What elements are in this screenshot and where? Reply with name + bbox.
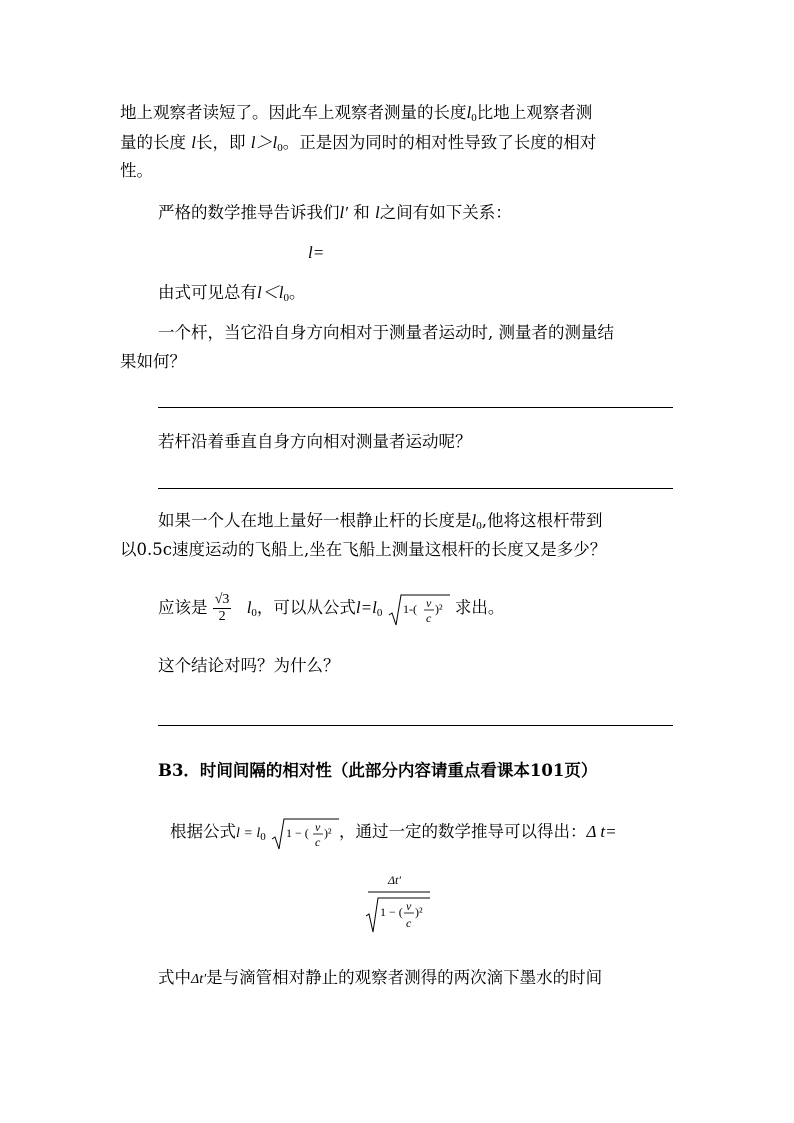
sqrt-inner: 1 − (: [285, 825, 309, 840]
delta-t: Δ t=: [586, 822, 617, 841]
text: 长，即: [195, 133, 246, 152]
sqrt-sign-icon: [271, 817, 339, 851]
fraction-numerator: √3: [214, 592, 230, 607]
variable: l′: [339, 203, 348, 222]
text: ，通过一定的数学推导可以得出：: [338, 822, 587, 841]
fraction-denominator: 2: [218, 609, 226, 624]
section-heading: [158, 759, 597, 783]
text: 若杆沿着垂直自身方向相对测量者运动呢？: [158, 432, 472, 451]
variable: l: [471, 511, 477, 530]
velocity-symbol: v: [314, 819, 321, 834]
text: 果如何？: [120, 352, 186, 371]
fraction: [213, 592, 232, 625]
question-line: [158, 509, 602, 538]
heading-text: B3．时间间隔的相对性（此部分内容请重点看课本101页）: [158, 761, 598, 780]
paragraph-line: [158, 281, 305, 310]
delta-t-prime: Δt′: [191, 972, 207, 987]
equation-lhs: l=: [308, 243, 325, 262]
text: ，可以从公式: [256, 598, 356, 617]
text: 地上观察者读短了。因此车上观察者测量的长度: [120, 103, 467, 122]
subscript: 0: [277, 142, 283, 154]
question-line: [158, 430, 472, 454]
equation: [308, 241, 324, 265]
question-line: [158, 654, 340, 678]
square-suffix: )²: [434, 601, 443, 616]
text: 根据公式: [170, 822, 236, 841]
formula-lhs: l=l: [355, 598, 377, 617]
sqrt-inner: 1 − (: [380, 905, 403, 919]
paragraph-line: [158, 966, 602, 992]
answer-line[interactable]: [158, 407, 673, 408]
text: ,他将这根杆带到: [481, 511, 603, 530]
text: 和: [353, 203, 370, 222]
paragraph-line: [158, 201, 512, 225]
velocity-symbol: v: [425, 595, 431, 610]
text: 以0.5c速度运动的飞船上,坐在飞船上测量这根杆的长度又是多少？: [120, 540, 607, 559]
text: 这个结论对吗？为什么？: [158, 656, 340, 675]
velocity-symbol: v: [406, 899, 412, 913]
inequality: l＞l: [250, 133, 278, 152]
text: 一个杆，当它沿自身方向相对于测量者运动时, 测量者的测量结: [158, 323, 614, 342]
subscript: 0: [283, 292, 289, 304]
text: 求出。: [454, 598, 505, 617]
paragraph-line-with-formula: [170, 812, 617, 852]
variable: l: [466, 103, 472, 122]
subscript: 0: [260, 831, 266, 843]
subscript: 0: [376, 607, 383, 619]
text: 。: [288, 283, 306, 302]
paragraph-line: [120, 101, 592, 130]
text: 式中: [158, 968, 191, 987]
text: 性。: [120, 161, 153, 180]
answer-line[interactable]: [158, 725, 673, 726]
variable: l: [374, 203, 380, 222]
sqrt-expression: [271, 813, 339, 853]
sqrt-expression: [388, 589, 450, 629]
question-line: [158, 321, 614, 345]
text: 量的长度: [120, 133, 186, 152]
text: 之间有如下关系：: [379, 203, 512, 222]
text: 。正是因为同时的相对性导致了长度的相对: [282, 133, 597, 152]
text: 如果一个人在地上量好一根静止杆的长度是: [158, 511, 472, 530]
text: 应该是: [158, 598, 208, 617]
text: 是与滴管相对静止的观察者测得的两次滴下墨水的时间: [206, 968, 603, 987]
text: 严格的数学推导告诉我们: [158, 203, 340, 222]
sqrt-inner: 1-(: [402, 601, 417, 616]
paragraph-line: [120, 159, 153, 183]
light-speed-symbol: c: [425, 610, 431, 625]
fraction-formula-icon: [364, 870, 434, 936]
square-suffix: )²: [415, 905, 423, 919]
answer-line[interactable]: [158, 488, 673, 489]
time-dilation-formula: [364, 870, 434, 940]
square-suffix: )²: [323, 825, 332, 840]
light-speed-symbol: c: [406, 916, 412, 930]
inequality: l＜l: [257, 283, 284, 302]
variable: l: [246, 598, 252, 617]
numerator: Δt′: [388, 873, 402, 887]
question-line: [120, 350, 186, 374]
answer-line-with-formula: [158, 588, 504, 628]
variable: l: [191, 133, 196, 152]
text: 由式可见总有: [158, 283, 257, 302]
paragraph-line: [120, 131, 596, 160]
subscript: 0: [471, 112, 477, 124]
light-speed-symbol: c: [314, 834, 321, 849]
question-line: [120, 538, 606, 562]
sqrt-sign-icon: [388, 593, 450, 627]
subscript: 0: [476, 520, 482, 532]
formula-lhs: l = l: [236, 826, 261, 841]
text: 比地上观察者测: [476, 103, 593, 122]
subscript: 0: [251, 607, 257, 619]
